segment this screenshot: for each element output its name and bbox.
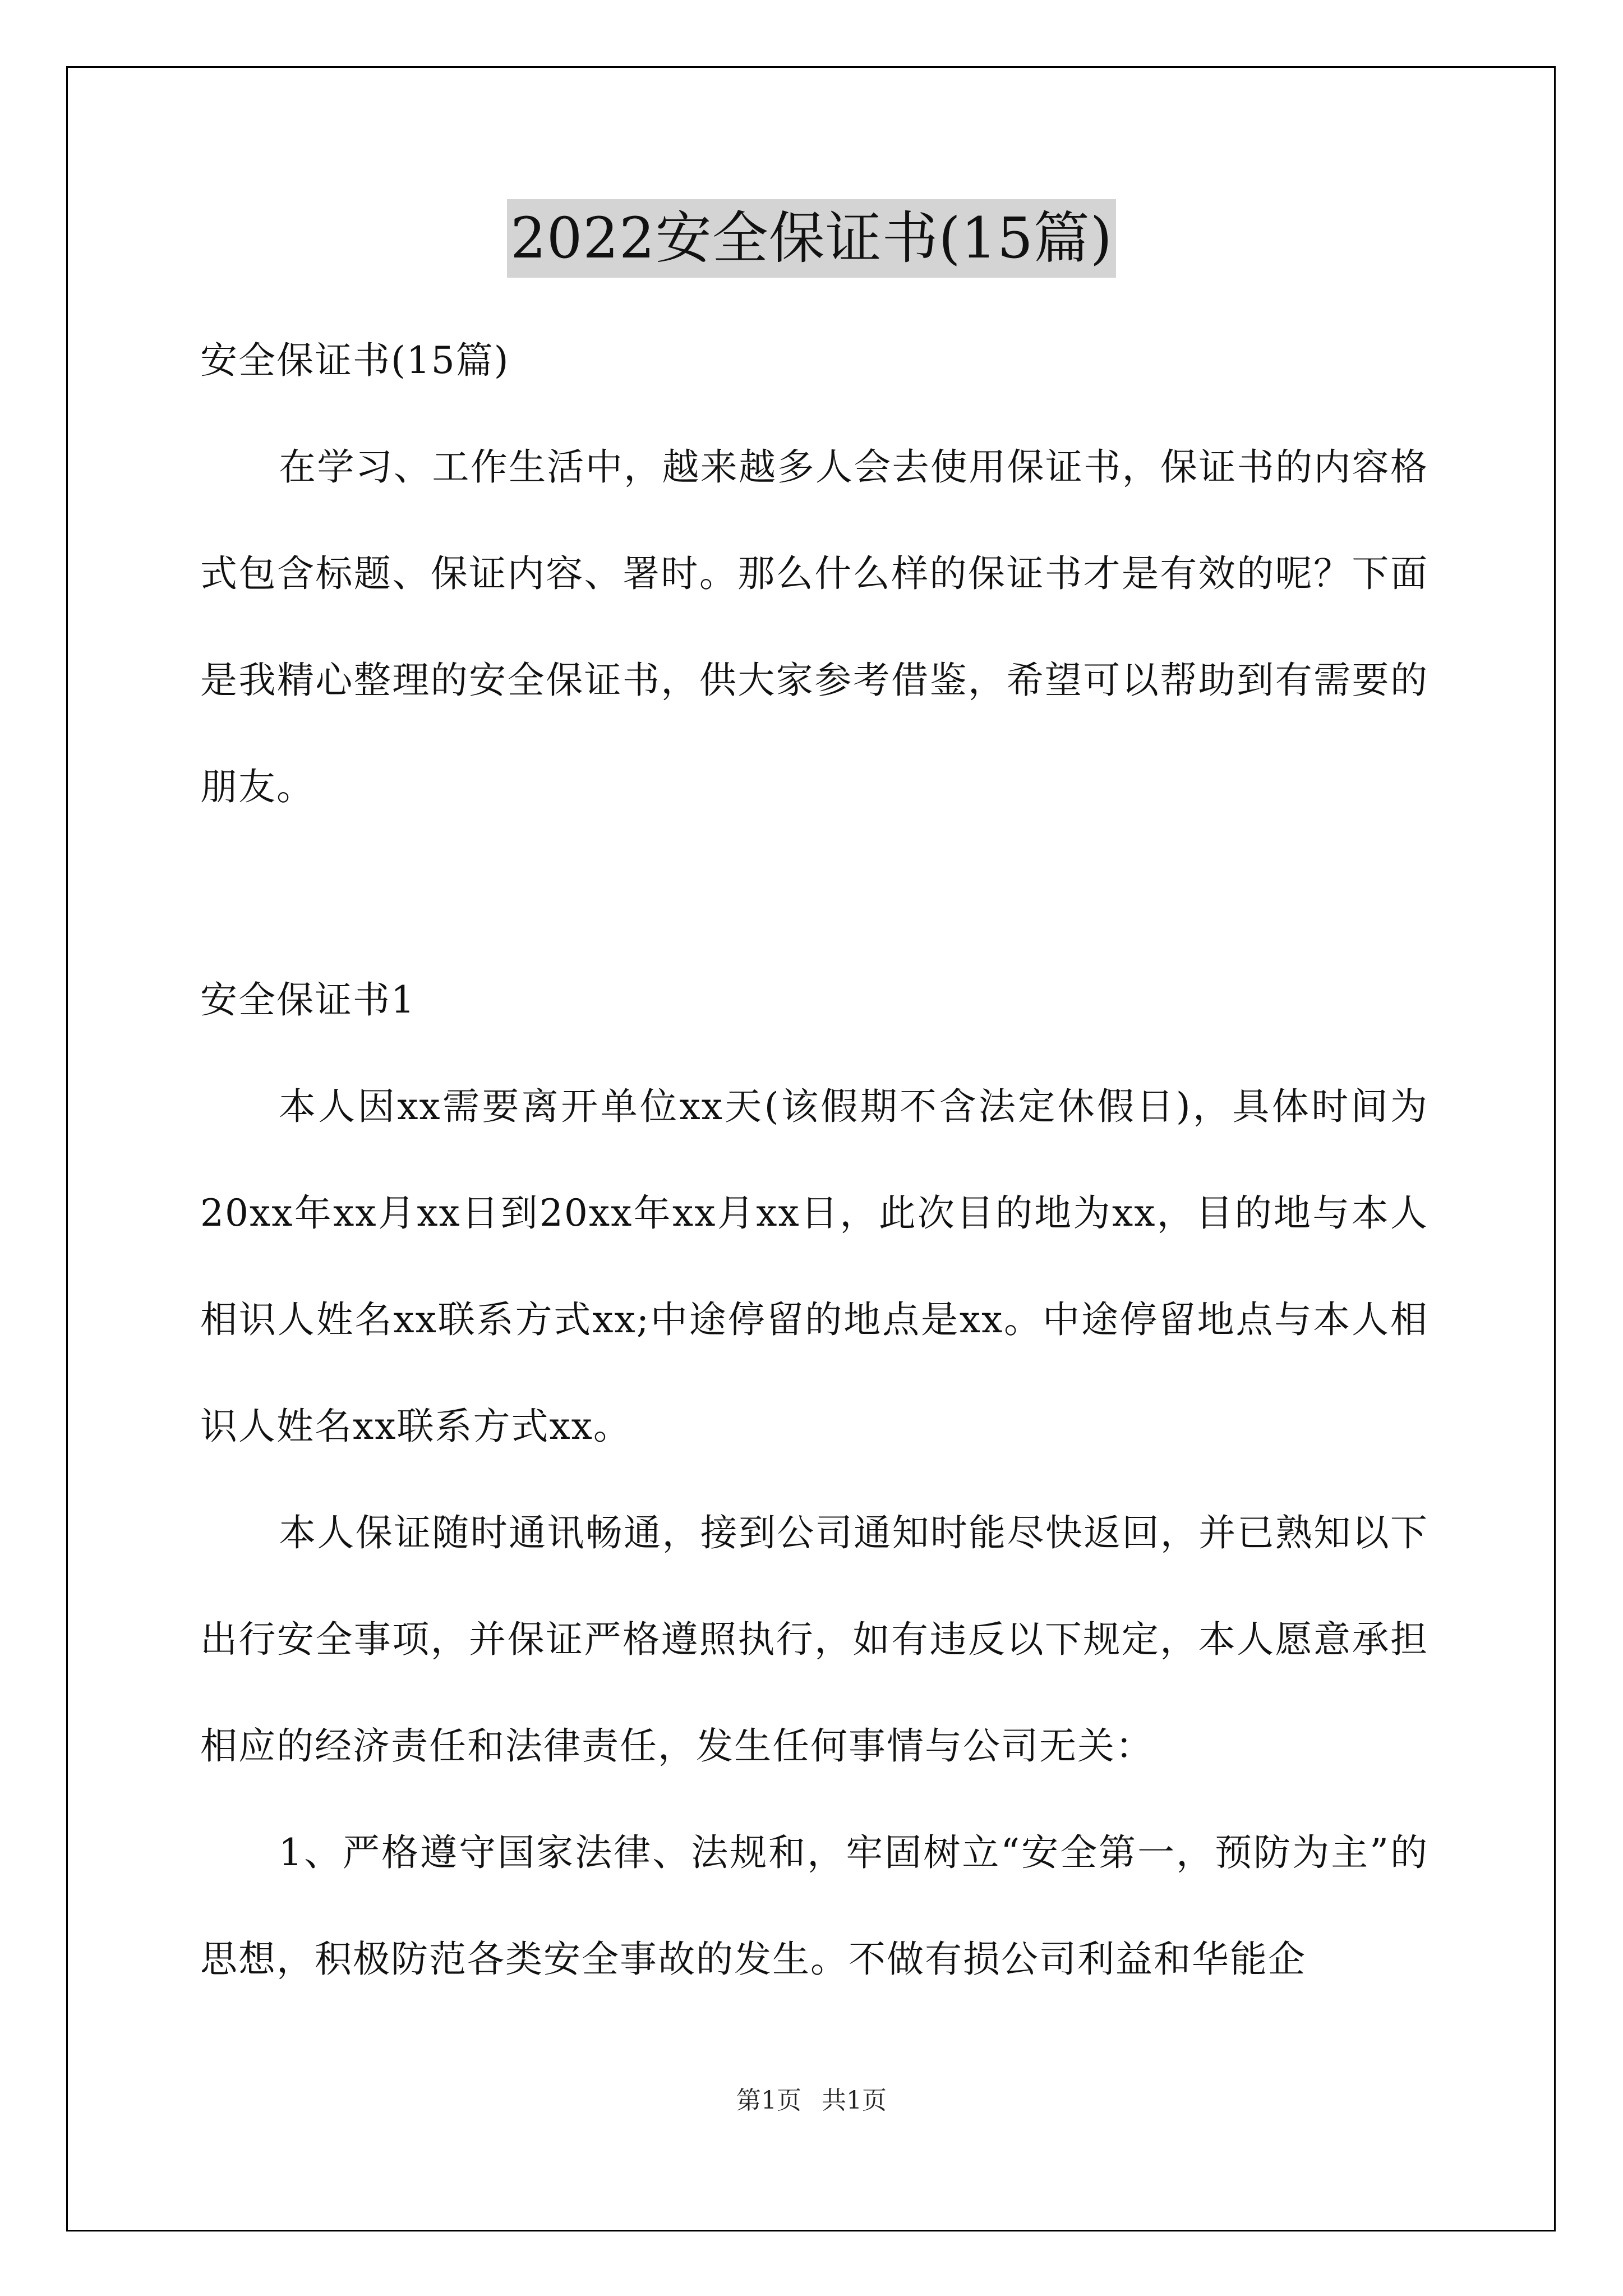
intro-paragraph: 在学习、工作生活中，越来越多人会去使用保证书，保证书的内容格式包含标题、保证内容、署时。那么什么样的保证书才是有效的呢？下面是我精心整理的安全保证书，供大家参考借鉴，希望可以帮助到有需要的朋友。 — [200, 445, 1428, 808]
body-paragraph-3: 1、严格遵守国家法律、法规和，牢固树立“安全第一，预防为主”的思想，积极防范各类安全事故的发生。不做有损公司利益和华能企 — [200, 1831, 1428, 1981]
title-container — [0, 199, 1623, 278]
document-title: 2022安全保证书(15篇) — [507, 199, 1116, 278]
section-spacer — [200, 840, 1428, 947]
document-subtitle: 安全保证书(15篇) — [200, 339, 510, 382]
body-paragraph-1: 本人因xx需要离开单位xx天(该假期不含法定休假日)，具体时间为20xx年xx月xx日到20xx年xx月xx日，此次目的地为xx，目的地与本人相识人姓名xx联系方式xx;中途停留的地点是xx。中途停留地点与本人相识人姓名xx联系方式xx。 — [200, 1085, 1428, 1448]
section-heading: 安全保证书1 — [200, 978, 416, 1022]
page-current: 第1页 — [736, 2086, 801, 2115]
document-body — [200, 307, 1428, 2013]
page-footer — [0, 2084, 1623, 2118]
body-paragraph-2: 本人保证随时通讯畅通，接到公司通知时能尽快返回，并已熟知以下出行安全事项，并保证严格遵照执行，如有违反以下规定，本人愿意承担相应的经济责任和法律责任，发生任何事情与公司无关： — [200, 1511, 1428, 1768]
page-total: 共1页 — [822, 2086, 887, 2115]
